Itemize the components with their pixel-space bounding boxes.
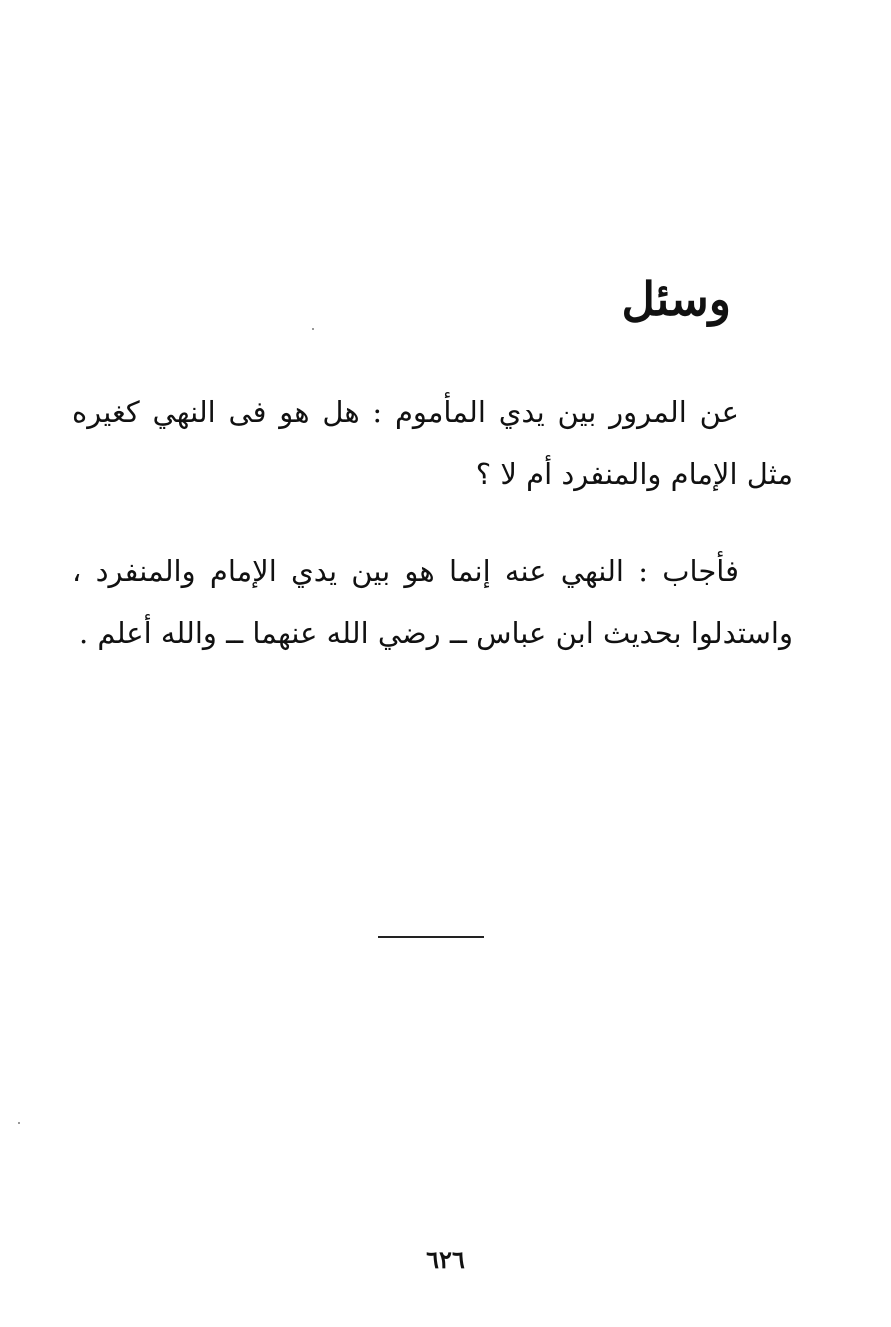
page-number: ٦٢٦ — [426, 1245, 465, 1274]
scan-speck — [18, 1122, 20, 1124]
scan-speck — [312, 328, 314, 330]
question-paragraph: عن المرور بين يدي المأموم : هل هو فى النهي كغيره مثل الإمام والمنفرد أم لا ؟ — [72, 395, 793, 491]
section-heading: وسئل — [621, 272, 731, 326]
answer-paragraph: فأجاب : النهي عنه إنما هو بين يدي الإمام والمنفرد ، واستدلوا بحديث ابن عباس ــ رضي الله عنهما ــ والله أعلم . — [72, 554, 793, 650]
footnote-separator — [378, 936, 484, 938]
